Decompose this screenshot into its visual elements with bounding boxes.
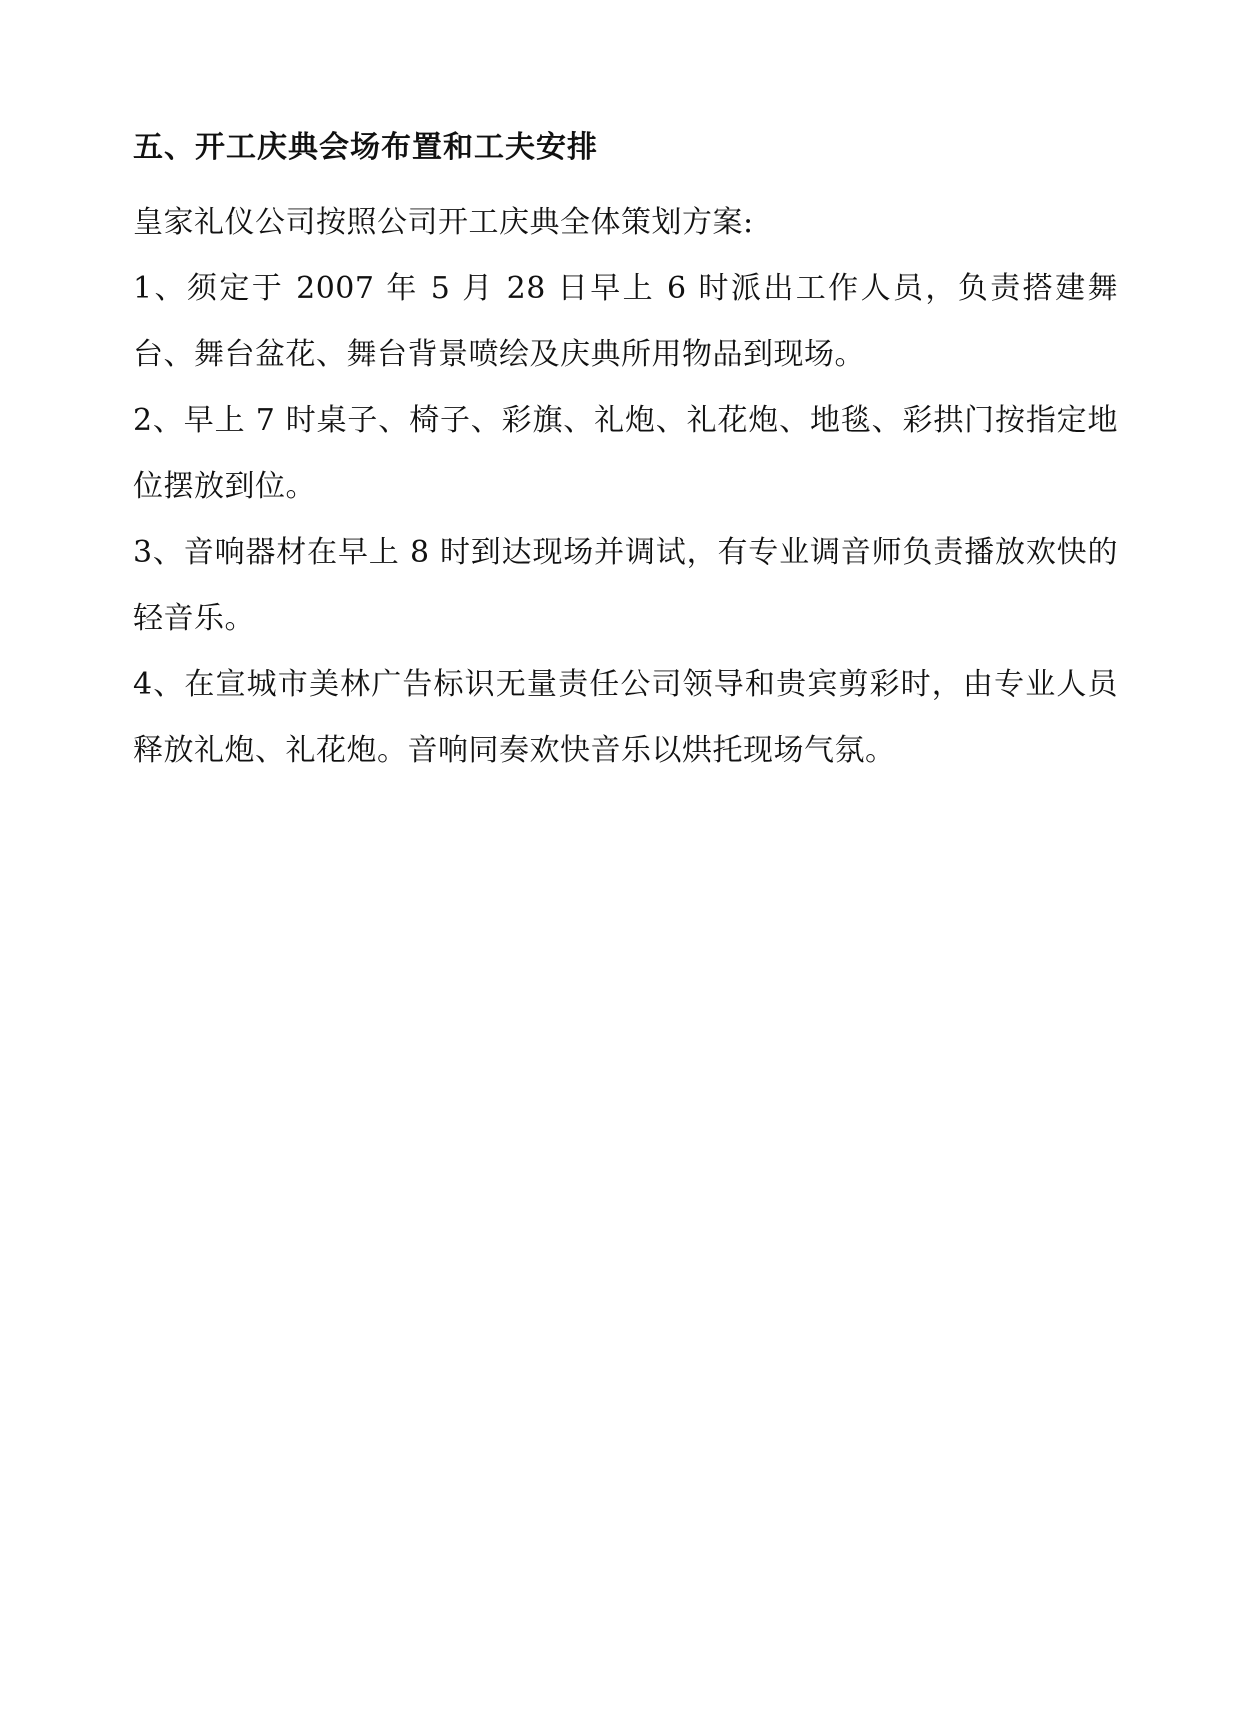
list-item-3: 3、音响器材在早上 8 时到达现场并调试，有专业调音师负责播放欢快的轻音乐。 [133, 535, 1118, 636]
list-item-4: 4、在宣城市美林广告标识无量责任公司领导和贵宾剪彩时，由专业人员释放礼炮、礼花炮。音响同奏欢快音乐以烘托现场气氛。 [133, 667, 1118, 768]
list-item-2: 2、早上 7 时桌子、椅子、彩旗、礼炮、礼花炮、地毯、彩拱门按指定地位摆放到位。 [133, 403, 1118, 504]
section-heading: 五、开工庆典会场布置和工夫安排 [133, 130, 598, 165]
document-body [133, 128, 1118, 784]
intro-paragraph: 皇家礼仪公司按照公司开工庆典全体策划方案: [133, 205, 754, 240]
list-item-1: 1、须定于 2007 年 5 月 28 日早上 6 时派出工作人员，负责搭建舞台、舞台盆花、舞台背景喷绘及庆典所用物品到现场。 [133, 271, 1118, 372]
